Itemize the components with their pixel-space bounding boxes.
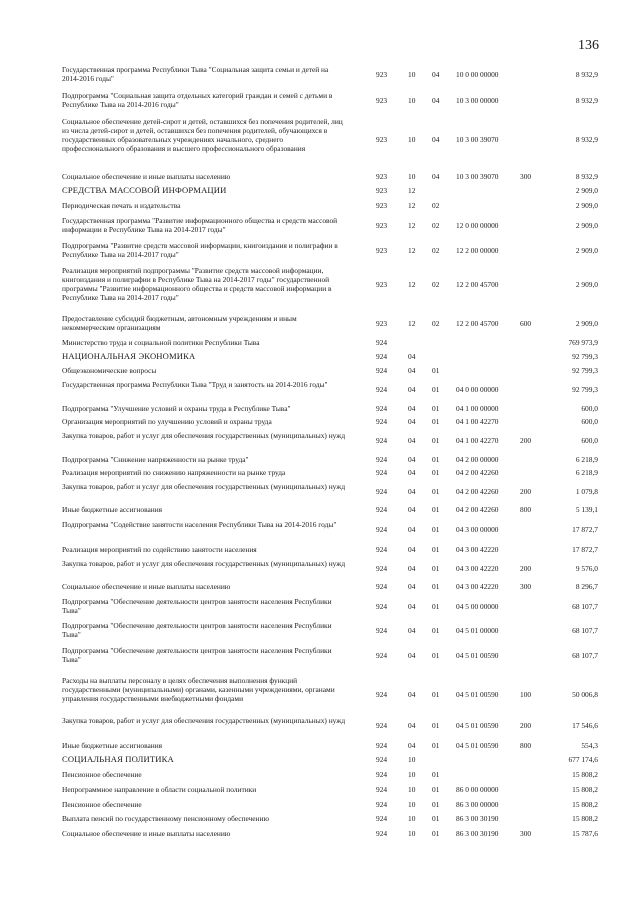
row-rz: 04 (408, 545, 416, 554)
row-name: Общеэкономические вопросы (62, 366, 157, 375)
row-sum: 15 808,2 (572, 770, 598, 779)
row-rz: 04 (408, 602, 416, 611)
row-rz: 04 (408, 525, 416, 534)
row-pr: 01 (432, 385, 440, 394)
row-rz: 12 (408, 280, 416, 289)
row-pr: 01 (432, 525, 440, 534)
row-sum: 6 218,9 (575, 468, 598, 477)
row-csr: 12 2 00 00000 (456, 246, 499, 255)
row-csr: 04 3 00 42220 (456, 545, 499, 554)
row-pr: 02 (432, 201, 440, 210)
row-name: Закупка товаров, работ и услуг для обеспечения государственных (муниципальных) нужд (62, 431, 346, 440)
row-csr: 86 0 00 00000 (456, 785, 499, 794)
row-sum: 68 107,7 (572, 651, 598, 660)
row-pr: 01 (432, 366, 440, 375)
row-rz: 04 (408, 564, 416, 573)
row-sum: 9 576,0 (575, 564, 598, 573)
row-sum: 600,0 (581, 436, 598, 445)
row-sum: 5 139,1 (575, 505, 598, 514)
row-name: Подпрограмма "Обеспечение деятельности центров занятости населения Республики Тыва" (62, 597, 332, 615)
row-csr: 04 2 00 42260 (456, 468, 499, 477)
row-csr: 04 3 00 00000 (456, 525, 499, 534)
row-vedom: 924 (376, 814, 388, 823)
row-name: Закупка товаров, работ и услуг для обеспечения государственных (муниципальных) нужд (62, 482, 346, 491)
row-sum: 677 174,6 (568, 755, 598, 764)
row-pr: 01 (432, 785, 440, 794)
row-vr: 600 (520, 319, 532, 328)
row-csr: 86 3 00 30190 (456, 814, 499, 823)
row-sum: 8 932,9 (575, 70, 598, 79)
row-sum: 15 787,6 (572, 829, 598, 838)
row-name: Непрограммное направление в области социальной политики (62, 785, 257, 794)
row-rz: 10 (408, 770, 416, 779)
row-rz: 04 (408, 626, 416, 635)
row-vedom: 924 (376, 468, 388, 477)
row-name: Государственная программа Республики Тыва "Труд и занятость на 2014-2016 годы" (62, 380, 328, 389)
row-csr: 04 5 00 00000 (456, 602, 499, 611)
row-rz: 10 (408, 70, 416, 79)
row-pr: 01 (432, 545, 440, 554)
row-sum: 15 808,2 (572, 785, 598, 794)
row-csr: 04 1 00 42270 (456, 436, 499, 445)
page-number: 136 (578, 38, 599, 53)
row-sum: 8 932,9 (575, 135, 598, 144)
row-vedom: 923 (376, 70, 388, 79)
row-csr: 10 3 00 00000 (456, 96, 499, 105)
row-vedom: 923 (376, 135, 388, 144)
row-csr: 04 5 01 00590 (456, 690, 499, 699)
row-csr: 04 5 01 00590 (456, 721, 499, 730)
row-vedom: 924 (376, 800, 388, 809)
row-name: Реализация мероприятий по снижению напряженности на рынке труда (62, 468, 286, 477)
row-vr: 200 (520, 436, 532, 445)
row-vedom: 924 (376, 829, 388, 838)
row-name: Выплата пенсий по государственному пенсионному обеспечению (62, 814, 269, 823)
row-rz: 10 (408, 172, 416, 181)
row-pr: 01 (432, 404, 440, 413)
row-vr: 200 (520, 487, 532, 496)
row-rz: 12 (408, 319, 416, 328)
row-csr: 12 0 00 00000 (456, 221, 499, 230)
row-vedom: 923 (376, 280, 388, 289)
row-rz: 04 (408, 468, 416, 477)
row-rz: 10 (408, 800, 416, 809)
row-rz: 12 (408, 201, 416, 210)
row-name: Иные бюджетные ассигнования (62, 505, 163, 514)
row-vedom: 923 (376, 246, 388, 255)
row-csr: 04 3 00 42220 (456, 582, 499, 591)
row-sum: 2 909,0 (575, 319, 598, 328)
row-csr: 04 0 00 00000 (456, 385, 499, 394)
row-rz: 04 (408, 741, 416, 750)
row-sum: 554,3 (581, 741, 598, 750)
row-sum: 17 546,6 (572, 721, 598, 730)
row-vedom: 924 (376, 366, 388, 375)
row-vedom: 924 (376, 338, 388, 347)
row-name: Закупка товаров, работ и услуг для обеспечения государственных (муниципальных) нужд (62, 559, 346, 568)
row-vedom: 924 (376, 770, 388, 779)
row-rz: 04 (408, 417, 416, 426)
row-vr: 800 (520, 505, 532, 514)
row-vedom: 923 (376, 319, 388, 328)
row-pr: 01 (432, 651, 440, 660)
row-pr: 01 (432, 505, 440, 514)
row-name: Социальное обеспечение и иные выплаты населению (62, 172, 231, 181)
row-rz: 10 (408, 135, 416, 144)
row-csr: 04 2 00 42260 (456, 505, 499, 514)
row-sum: 8 932,9 (575, 96, 598, 105)
row-pr: 02 (432, 246, 440, 255)
row-rz: 04 (408, 582, 416, 591)
row-sum: 8 296,7 (575, 582, 598, 591)
row-csr: 86 3 00 00000 (456, 800, 499, 809)
row-csr: 04 2 00 42260 (456, 487, 499, 496)
row-name: Организация мероприятий по улучшению условий и охраны труда (62, 417, 272, 426)
row-pr: 02 (432, 319, 440, 328)
row-pr: 04 (432, 96, 440, 105)
row-vedom: 924 (376, 564, 388, 573)
row-rz: 04 (408, 436, 416, 445)
row-vedom: 923 (376, 96, 388, 105)
row-pr: 01 (432, 582, 440, 591)
row-name: СОЦИАЛЬНАЯ ПОЛИТИКА (62, 754, 174, 764)
row-sum: 17 872,7 (572, 545, 598, 554)
row-vedom: 924 (376, 755, 388, 764)
row-rz: 04 (408, 352, 416, 361)
row-csr: 04 5 01 00000 (456, 626, 499, 635)
row-name: Пенсионное обеспечение (62, 800, 142, 809)
row-rz: 10 (408, 755, 416, 764)
row-pr: 02 (432, 221, 440, 230)
row-pr: 01 (432, 436, 440, 445)
row-sum: 68 107,7 (572, 602, 598, 611)
row-vedom: 924 (376, 626, 388, 635)
row-name: Государственная программа Республики Тыва "Социальная защита семьи и детей на 2014-2016 годы" (62, 65, 329, 83)
row-sum: 15 808,2 (572, 814, 598, 823)
row-sum: 769 973,9 (568, 338, 598, 347)
row-rz: 12 (408, 186, 416, 195)
row-rz: 04 (408, 505, 416, 514)
row-name: Подпрограмма "Развитие средств массовой информации, книгоиздания и полиграфии в Республике Тыва на 2014-2017 годы" (62, 241, 338, 259)
row-name: Государственная программа "Развитие информационного общества и средств массовой информации в Республике Тыва на 2014-2017 годы" (62, 216, 338, 234)
row-name: Пенсионное обеспечение (62, 770, 142, 779)
row-sum: 8 932,9 (575, 172, 598, 181)
row-rz: 10 (408, 96, 416, 105)
row-vedom: 924 (376, 352, 388, 361)
row-sum: 68 107,7 (572, 626, 598, 635)
row-vr: 300 (520, 172, 532, 181)
row-sum: 92 799,3 (572, 352, 598, 361)
row-csr: 04 1 00 42270 (456, 417, 499, 426)
row-name: НАЦИОНАЛЬНАЯ ЭКОНОМИКА (62, 351, 196, 361)
row-sum: 2 909,0 (575, 246, 598, 255)
row-vedom: 924 (376, 651, 388, 660)
row-sum: 2 909,0 (575, 201, 598, 210)
row-rz: 10 (408, 829, 416, 838)
row-csr: 10 3 00 39070 (456, 135, 499, 144)
row-csr: 10 3 00 39070 (456, 172, 499, 181)
row-vedom: 924 (376, 582, 388, 591)
row-rz: 04 (408, 721, 416, 730)
row-vedom: 924 (376, 436, 388, 445)
row-csr: 04 3 00 42220 (456, 564, 499, 573)
row-sum: 2 909,0 (575, 221, 598, 230)
row-pr: 01 (432, 690, 440, 699)
row-name: Иные бюджетные ассигнования (62, 741, 163, 750)
row-name: Подпрограмма "Содействие занятости населения Республики Тыва на 2014-2016 годы" (62, 520, 337, 529)
row-csr: 12 2 00 45700 (456, 319, 499, 328)
row-pr: 01 (432, 468, 440, 477)
row-name: Реализация мероприятий подпрограммы "Развитие средств массовой информации, книгоиздания и полиграфии в Республике Тыва на 2014-2017 годы" государственной программы "Развитие информационного общества и средств массовой информации в Республике Тыва на 2014-2017 годы" (62, 266, 332, 302)
row-vr: 800 (520, 741, 532, 750)
row-name: Подпрограмма "Снижение напряженности на рынке труда" (62, 455, 249, 464)
row-name: Закупка товаров, работ и услуг для обеспечения государственных (муниципальных) нужд (62, 716, 346, 725)
row-rz: 12 (408, 246, 416, 255)
row-pr: 01 (432, 487, 440, 496)
row-name: Периодическая печать и издательства (62, 201, 181, 210)
row-name: Подпрограмма "Социальная защита отдельных категорий граждан и семей с детьми в Республике Тыва на 2014-2016 годы" (62, 91, 333, 109)
row-sum: 2 909,0 (575, 186, 598, 195)
row-vr: 200 (520, 564, 532, 573)
row-csr: 86 3 00 30190 (456, 829, 499, 838)
row-name: Подпрограмма "Улучшение условий и охраны труда в Республике Тыва" (62, 404, 291, 413)
row-rz: 04 (408, 404, 416, 413)
row-pr: 01 (432, 829, 440, 838)
row-sum: 2 909,0 (575, 280, 598, 289)
row-pr: 02 (432, 280, 440, 289)
row-vedom: 924 (376, 690, 388, 699)
row-name: Социальное обеспечение и иные выплаты населению (62, 829, 231, 838)
row-vedom: 924 (376, 505, 388, 514)
row-sum: 600,0 (581, 404, 598, 413)
row-name: Подпрограмма "Обеспечение деятельности центров занятости населения Республики Тыва" (62, 646, 332, 664)
row-vedom: 924 (376, 455, 388, 464)
row-rz: 04 (408, 385, 416, 394)
row-vedom: 924 (376, 721, 388, 730)
row-vedom: 924 (376, 785, 388, 794)
row-name: Реализация мероприятий по содействию занятости населения (62, 545, 257, 554)
row-vedom: 924 (376, 741, 388, 750)
row-pr: 01 (432, 455, 440, 464)
row-rz: 10 (408, 814, 416, 823)
row-vr: 300 (520, 829, 532, 838)
row-name: Предоставление субсидий бюджетным, автономным учреждениям и иным некоммерческим организациям (62, 314, 297, 332)
row-rz: 04 (408, 455, 416, 464)
row-vedom: 924 (376, 417, 388, 426)
row-vedom: 924 (376, 602, 388, 611)
row-vedom: 923 (376, 201, 388, 210)
row-vedom: 924 (376, 525, 388, 534)
row-pr: 01 (432, 741, 440, 750)
row-vedom: 923 (376, 186, 388, 195)
row-sum: 6 218,9 (575, 455, 598, 464)
row-vedom: 924 (376, 385, 388, 394)
row-vr: 200 (520, 721, 532, 730)
row-pr: 04 (432, 135, 440, 144)
row-name: Министерство труда и социальной политики Республики Тыва (62, 338, 260, 347)
row-pr: 01 (432, 800, 440, 809)
row-name: Социальное обеспечение детей-сирот и детей, оставшихся без попечения родителей, лиц из числа детей-сирот и детей, оставшихся без попечения родителей, обучающихся в государственных образовательных учреждениях начального, среднего профессионального образования и высшего профессионального образования (62, 117, 343, 153)
row-pr: 01 (432, 602, 440, 611)
row-csr: 04 5 01 00590 (456, 741, 499, 750)
row-rz: 04 (408, 366, 416, 375)
row-sum: 15 808,2 (572, 800, 598, 809)
row-sum: 92 799,3 (572, 366, 598, 375)
row-rz: 12 (408, 221, 416, 230)
row-pr: 04 (432, 70, 440, 79)
row-csr: 10 0 00 00000 (456, 70, 499, 79)
row-name: Социальное обеспечение и иные выплаты населению (62, 582, 231, 591)
row-vr: 300 (520, 582, 532, 591)
row-sum: 17 872,7 (572, 525, 598, 534)
row-pr: 01 (432, 564, 440, 573)
row-pr: 04 (432, 172, 440, 181)
row-pr: 01 (432, 814, 440, 823)
row-csr: 04 2 00 00000 (456, 455, 499, 464)
row-sum: 1 079,8 (575, 487, 598, 496)
row-rz: 04 (408, 487, 416, 496)
row-sum: 50 006,8 (572, 690, 598, 699)
row-rz: 04 (408, 690, 416, 699)
row-csr: 04 1 00 00000 (456, 404, 499, 413)
row-rz: 10 (408, 785, 416, 794)
row-vedom: 923 (376, 221, 388, 230)
row-sum: 600,0 (581, 417, 598, 426)
row-csr: 04 5 01 00590 (456, 651, 499, 660)
row-pr: 01 (432, 721, 440, 730)
row-pr: 01 (432, 626, 440, 635)
row-csr: 12 2 00 45700 (456, 280, 499, 289)
row-rz: 04 (408, 651, 416, 660)
row-name: СРЕДСТВА МАССОВОЙ ИНФОРМАЦИИ (62, 185, 227, 195)
row-vedom: 923 (376, 172, 388, 181)
row-vedom: 924 (376, 487, 388, 496)
row-pr: 01 (432, 770, 440, 779)
row-vedom: 924 (376, 404, 388, 413)
row-name: Расходы на выплаты персоналу в целях обеспечения выполнения функций государственными (муниципальными) органами, казенными учреждениями, органами управления государственными внебюджетными фондами (62, 676, 335, 703)
row-vedom: 924 (376, 545, 388, 554)
row-sum: 92 799,3 (572, 385, 598, 394)
row-pr: 01 (432, 417, 440, 426)
row-vr: 100 (520, 690, 532, 699)
row-name: Подпрограмма "Обеспечение деятельности центров занятости населения Республики Тыва" (62, 621, 332, 639)
